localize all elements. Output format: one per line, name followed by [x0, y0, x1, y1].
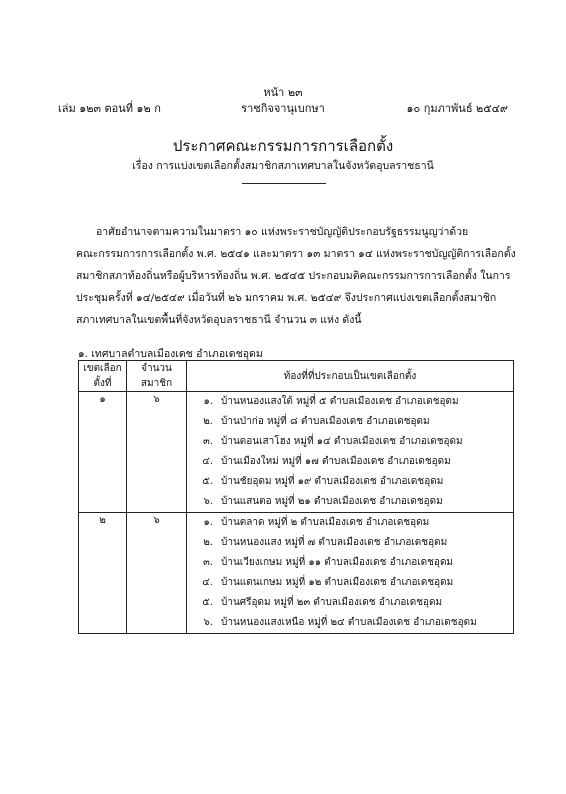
volume-issue: เล่ม ๑๒๓ ตอนที่ ๑๒ ก [58, 102, 161, 115]
body-line-3: สมาชิกสภาท้องถิ่นหรือผู้บริหารท้องถิ่น พ.ศ. ๒๕๔๕ ประกอบมติคณะกรรมการการเลือกตั้ง ในการ [76, 270, 511, 282]
zone-areas [187, 392, 514, 513]
announcement-subject: เรื่อง การแบ่งเขตเลือกตั้งสมาชิกสภาเทศบาลในจังหวัดอุบลราชธานี [132, 160, 434, 172]
list-item [187, 513, 513, 533]
area-text: บ้านหนองแสงเหนือ หมู่ที่ ๒๔ ตำบลเมืองเดช อำเภอเดชอุดม [221, 617, 477, 628]
area-index: ๖. [203, 617, 213, 628]
area-index: ๑. [203, 396, 213, 407]
list-item [187, 573, 513, 593]
zone-areas [187, 513, 514, 634]
list-item [187, 452, 513, 472]
area-index: ๖. [203, 496, 213, 507]
announcement-title: ประกาศคณะกรรมการการเลือกตั้ง [172, 137, 394, 155]
body-line-2: คณะกรรมการการเลือกตั้ง พ.ศ. ๒๕๔๑ และมาตรา ๑๓ มาตรา ๑๔ แห่งพระราชบัญญัติการเลือกตั้ง [76, 248, 516, 260]
list-item [187, 613, 513, 633]
area-index: ๑. [203, 517, 213, 528]
area-text: บ้านศรีอุดม หมู่ที่ ๒๓ ตำบลเมืองเดช อำเภอเดชอุดม [221, 597, 443, 608]
area-text: บ้านป่าก่อ หมู่ที่ ๘ ตำบลเมืองเดช อำเภอเดชอุดม [221, 416, 430, 427]
area-index: ๓. [202, 557, 213, 568]
list-item [187, 533, 513, 553]
list-item [187, 593, 513, 613]
area-text: บ้านหนองแสงใต้ หมู่ที่ ๕ ตำบลเมืองเดช อำเภอเดชอุดม [221, 396, 459, 407]
list-item [187, 412, 513, 432]
area-text: บ้านแดนเกษม หมู่ที่ ๑๒ ตำบลเมืองเดช อำเภอเดชอุดม [221, 577, 454, 588]
publication-date: ๑๐ กุมภาพันธ์ ๒๕๔๙ [406, 102, 508, 115]
area-index: ๕. [202, 476, 213, 487]
zone-number: ๒ [79, 513, 127, 634]
area-text: บ้านตลาด หมู่ที่ ๒ ตำบลเมืองเดช อำเภอเดชอุดม [221, 517, 430, 528]
zone-number: ๑ [79, 392, 127, 513]
area-text: บ้านเวียงเกษม หมู่ที่ ๑๑ ตำบลเมืองเดช อำเภอเดชอุดม [221, 557, 454, 568]
body-line-4: ประชุมครั้งที่ ๑๔/๒๕๔๙ เมื่อวันที่ ๒๖ มกราคม พ.ศ. ๒๕๔๙ จึงประกาศแบ่งเขตเลือกตั้งสมาชิก [76, 292, 497, 304]
area-text: บ้านเมืองใหม่ หมู่ที่ ๑๗ ตำบลเมืองเดช อำเภอเดชอุดม [221, 456, 451, 467]
table-row [79, 392, 514, 513]
area-index: ๒. [203, 537, 213, 548]
member-count: ๖ [127, 392, 187, 513]
area-text: บ้านแสนตอ หมู่ที่ ๒๑ ตำบลเมืองเดช อำเภอเดชอุดม [221, 496, 443, 507]
electoral-zones-table [78, 360, 514, 634]
header-members: จำนวนสมาชิก [127, 361, 187, 392]
list-item [187, 392, 513, 412]
area-index: ๒. [203, 416, 213, 427]
area-text: บ้านชัยอุดม หมู่ที่ ๑๙ ตำบลเมืองเดช อำเภอเดชอุดม [221, 476, 444, 487]
body-line-5: สภาเทศบาลในเขตพื้นที่จังหวัดอุบลราชธานี จำนวน ๓ แห่ง ดังนี้ [76, 314, 362, 326]
publication-name: ราชกิจจานุเบกษา [241, 102, 325, 115]
area-index: ๓. [202, 436, 213, 447]
title-divider [242, 183, 326, 184]
area-text: บ้านดอนเสาโฮง หมู่ที่ ๑๔ ตำบลเมืองเดช อำเภอเดชอุดม [221, 436, 463, 447]
list-item [187, 553, 513, 573]
area-index: ๔. [202, 577, 213, 588]
area-text: บ้านหนองแสง หมู่ที่ ๗ ตำบลเมืองเดช อำเภอเดชอุดม [221, 537, 448, 548]
list-item [187, 472, 513, 492]
header-areas: ท้องที่ที่ประกอบเป็นเขตเลือกตั้ง [187, 361, 514, 392]
header-zone: เขตเลือกตั้งที่ [79, 361, 127, 392]
list-item [187, 432, 513, 452]
section-heading: ๑. เทศบาลตำบลเมืองเดช อำเภอเดชอุดม [78, 348, 263, 360]
list-item [187, 492, 513, 512]
area-index: ๔. [202, 456, 213, 467]
body-line-1: อาศัยอำนาจตามความในมาตรา ๑๐ แห่งพระราชบัญญัติประกอบรัฐธรรมนูญว่าด้วย [96, 226, 469, 238]
table-header-row [79, 361, 514, 392]
member-count: ๖ [127, 513, 187, 634]
area-index: ๕. [202, 597, 213, 608]
table-row [79, 513, 514, 634]
running-header [58, 99, 508, 113]
page-number: หน้า ๒๓ [263, 86, 303, 99]
